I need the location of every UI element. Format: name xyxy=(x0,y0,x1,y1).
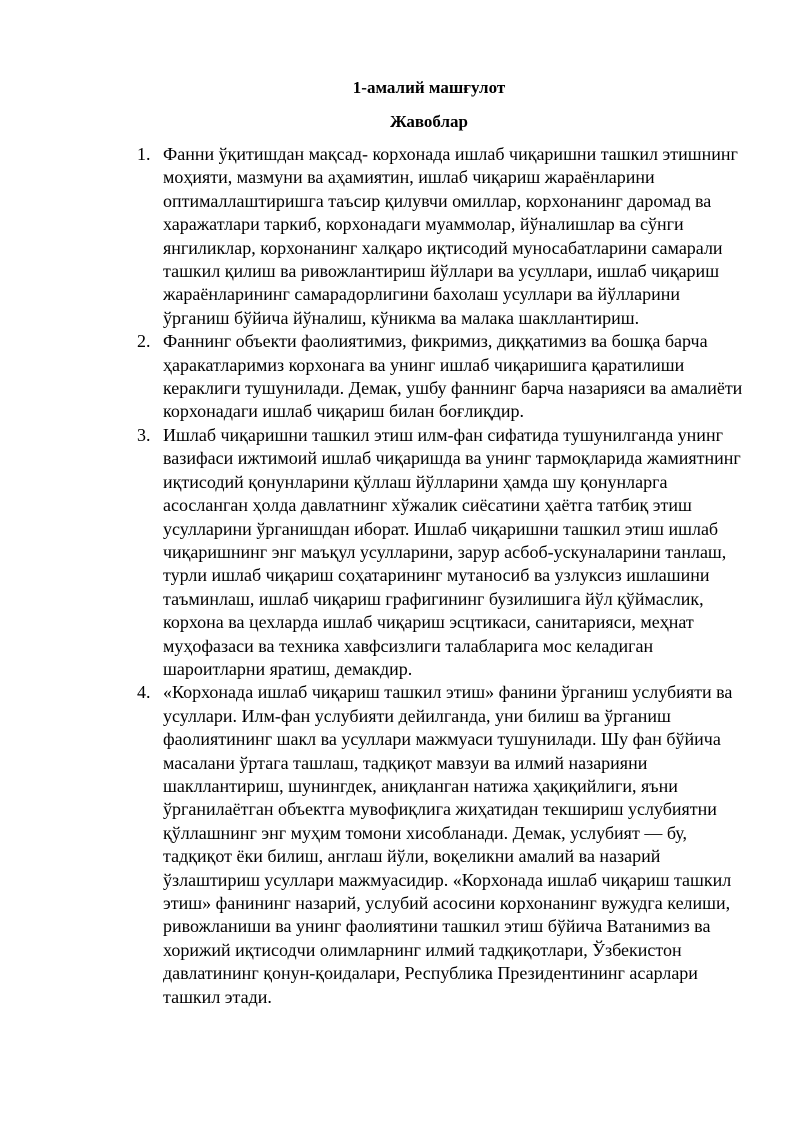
list-item-number: 3. xyxy=(137,424,151,445)
list-item xyxy=(137,424,747,681)
list-item-text: Фанни ўқитишдан мақсад- корхонада ишлаб чиқаришни ташкил этишнинг моҳияти, мазмуни ва аҳамиятин, ишлаб чиқариш жараёнларини оптималлаштиришга таъсир қилувчи омиллар, корхонанинг даромад ва харажатлари таркиб, корхонадаги муаммолар, йўналишлар ва сўнги янгиликлар, корхонанинг халқаро иқтисодий муносабатларини самарали ташкил қилиш ва ривожлантириш йўллари ва усуллари, ишлаб чиқариш жараёнларининг самарадорлигини бахолаш усуллари ва йўлларини ўрганиш бўйича йўналиш, кўникма ва малака шакллантириш. xyxy=(163,144,738,328)
section-heading: Жавоблар xyxy=(389,112,469,131)
list-item-text: Фаннинг объекти фаолиятимиз, фикримиз, диққатимиз ва бошқа барча ҳаракатларимиз корхонага ва унинг ишлаб чиқаришига қаратилиши кераклиги тушунилади. Демак, ушбу фаннинг барча назарияси ва амалиёти корхонадаги ишлаб чиқариш билан боғлиқдир. xyxy=(163,331,743,422)
list-item-number: 2. xyxy=(137,331,151,352)
list-item xyxy=(137,143,747,330)
list-item-text: «Корхонада ишлаб чиқариш ташкил этиш» фанини ўрганиш услубияти ва усуллари. Илм-фан услубияти дейилганда, уни билиш ва ўрганиш фаолиятининг шакл ва усуллари мажмуаси тушунилади. Шу фан бўйича масалани ўртага ташлаш, тадқиқот мавзуи ва илмий назарияни шакллантириш, шунингдек, аниқланган натижа ҳақиқийлиги, яъни ўрганилаётган объектга мувофиқлига жиҳатидан текшириш услубиятни қўллашнинг энг муҳим томони хисобланади. Демак, услубият — бу, тадқиқот ёки билиш, англаш йўли, воқеликни амалий ва назарий ўзлаштириш усуллари мажмуасидир. «Корхонада ишлаб чиқариш ташкил этиш» фанининг назарий, услубий асосини корхонанинг вужудга келиши, ривожланиши ва унинг фаолиятини ташкил этиш бўйича Ватанимиз ва хорижий иқтисодчи олимларнинг илмий тадқиқотлари, Ўзбекистон давлатининг қонун-қоидалари, Республика Президентининг асарлари ташкил этади. xyxy=(163,682,733,1007)
list-item xyxy=(137,330,747,424)
list-item-number: 4. xyxy=(137,682,151,703)
list-item xyxy=(137,681,747,1009)
list-item-number: 1. xyxy=(137,144,151,164)
answers-list xyxy=(137,143,747,1009)
page-title: 1-амалий машғулот xyxy=(352,78,506,97)
list-item-text: Ишлаб чиқаришни ташкил этиш илм-фан сифатида тушунилганда унинг вазифаси ижтимоий ишлаб чиқаришда ва унинг тармоқларида жамиятнинг иқтисодий қонунларини қўллаш йўлларини ҳамда шу қонунларга асосланган ҳолда давлатнинг хўжалик сиёсатини ҳаётга татбиқ этиш усулларини ўрганишдан иборат. Ишлаб чиқаришни ташкил этиш ишлаб чиқаришнинг энг маъқул усулларини, зарур асбоб-ускуналарини танлаш, турли ишлаб чиқариш соҳатарининг мутаносиб ва узлуксиз ишлашини таъминлаш, ишлаб чиқариш графигининг бузилишига йўл қўймаслик, корхона ва цехларда ишлаб чиқариш эсцтикаси, санитарияси, меҳнат муҳофазаси ва техника хавфсизлиги талабларига мос келадиган шароитларни яратиш, демакдир. xyxy=(163,424,741,679)
